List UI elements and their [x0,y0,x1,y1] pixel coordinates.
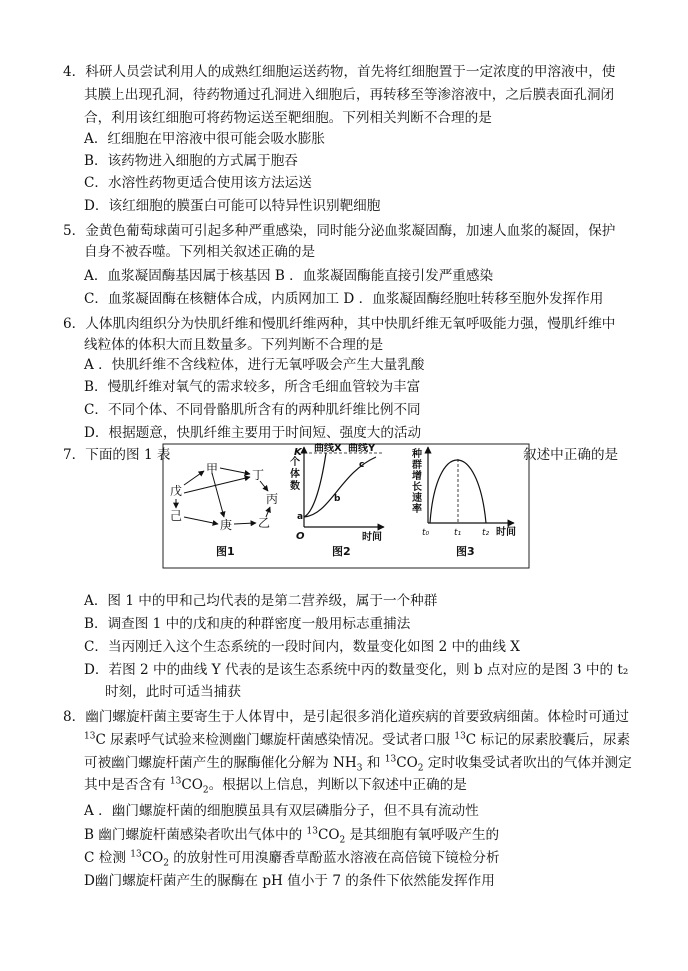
q4-stem-line3: 合，利用该红细胞可将药物运送至靶细胞。下列相关判断不合理的是 [84,110,492,126]
fig2-k-label: K [294,447,302,458]
q6-stem-line1: 6．人体肌肉组织分为快肌纤维和慢肌纤维两种，其中快肌纤维无氧呼吸能力强，慢肌纤维中 [63,316,616,332]
q6-option-d: D．根据题意，快肌纤维主要用于时间短、强度大的活动 [84,425,422,441]
fig3-ylabel-4: 长 [412,482,422,493]
fig2-curve-x-label: 曲线X [314,443,342,454]
fig3-t2: t₂ [482,528,490,538]
fig2-curve-y-label: 曲线Y [348,443,376,454]
figure-2-growth-curves [290,443,384,558]
q5-options-ab: A．血浆凝固酶基因属于核基因 B ．血浆凝固酶能直接引发严重感染 [84,268,494,284]
fig1-arrow-wu-jia [184,471,204,485]
fig2-ylabel-3: 数 [290,481,300,492]
fig1-arrow-geng-yi [234,523,256,524]
q5-stem-line2: 自身不被吞噬。下列相关叙述正确的是 [84,244,316,260]
fig1-node-bing: 丙 [266,492,279,506]
q8-option-c: C 检测 $^{13}CO_2$ 的放射性可用溴麝香草酚蓝水溶液在高倍镜下镜检分析 [84,849,500,869]
fig1-node-ding: 丁 [252,468,265,482]
fig3-ylabel-5: 速 [412,493,422,504]
fig3-t1: t₁ [454,528,462,538]
q4-option-d: D．该红细胞的膜蛋白可能可以特异性识别靶细胞 [84,198,381,214]
q4-option-b: B．该药物进入细胞的方式属于胞吞 [84,153,298,169]
q8-option-a: A ．幽门螺旋杆菌的细胞膜虽具有双层磷脂分子，但不具有流动性 [84,803,479,819]
fig1-arrow-jia-geng [212,473,224,517]
q8-stem-line3: 可被幽门螺旋杆菌产生的脲酶催化分解为 $NH_3$ 和 $^{13}CO_2$ 定时收集受试者吹出的气体并测定 [84,754,632,774]
q8-stem-line2: $^{13}$C 尿素呼气试验来检测幽门螺旋杆菌感染情况。受试者口服 $^{13}$C 标记的尿素胶囊后，尿素 [84,731,631,748]
fig1-arrow-jia-ding [220,468,250,474]
q6-option-c: C．不同个体、不同骨骼肌所含有的两种肌纤维比例不同 [84,402,421,418]
figure-3-growth-rate [411,447,516,558]
q7-option-d-line1: D．若图 2 中的曲线 Y 代表的是该生态系统中丙的数量变化，则 b 点对应的是图 3 中的 t₂ [84,662,629,678]
fig3-xlabel: 时间 [496,527,516,538]
fig1-arrow-ji-geng [184,517,218,524]
q4-option-c: C．水溶性药物更适合使用该方法运送 [84,175,312,191]
q4-option-a: A．红细胞在甲溶液中很可能会吸水膨胀 [84,131,325,147]
q7-stem-left: 7．下面的图 1 表 [63,447,171,463]
fig1-node-geng: 庚 [220,518,233,532]
fig2-caption: 图2 [332,545,351,558]
fig2-xlabel: 时间 [362,532,382,543]
fig2-point-c: c [359,460,365,470]
fig1-node-yi: 乙 [258,516,271,530]
fig2-point-b: b [334,494,341,504]
q8-stem-line1: 8．幽门螺旋杆菌主要寄生于人体胃中，是引起很多消化道疾病的首要致病细菌。体检时可通过 [63,709,629,725]
q4-stem-line2: 其膜上出现孔洞，待药物通过孔洞进入细胞后，再转移至等渗溶液中，之后膜表面孔洞闭 [84,87,615,103]
q8-stem-line4: 其中是否含有 $^{13}CO_2$。根据以上信息，判断以下叙述中正确的是 [84,776,467,796]
q7-option-b: B．调查图 1 中的戊和庚的种群密度一般用标志重捕法 [84,616,411,632]
q7-option-c: C．当丙刚迁入这个生态系统的一段时间内，数量变化如图 2 中的曲线 X [84,639,520,655]
fig1-node-jia: 甲 [206,462,219,476]
q7-figures [162,443,530,569]
fig3-ylabel-2: 群 [412,460,422,471]
q6-option-a: A ．快肌纤维不含线粒体，进行无氧呼吸会产生大量乳酸 [84,357,425,373]
fig1-arrow-ding-bing [260,481,268,491]
q5-options-cd: C．血浆凝固酶在核糖体合成，内质网加工 D ．血浆凝固酶经胞吐转移至胞外发挥作用 [84,291,604,307]
fig2-curve-y [304,457,376,517]
fig1-node-wu: 戊 [170,484,183,498]
fig1-caption: 图1 [216,545,235,558]
figure-1-food-web [170,462,278,558]
fig3-t0: t₀ [422,528,430,538]
q4-stem-line1: 4．科研人员尝试利用人的成熟红细胞运送药物，首先将红细胞置于一定浓度的甲溶液中，使 [63,64,616,80]
q8-option-d: D幽门螺旋杆菌产生的脲酶在 pH 值小于 7 的条件下依然能发挥作用 [84,873,495,889]
q6-stem-line2: 线粒体的体积大而且数量多。下列判断不合理的是 [84,337,384,353]
fig1-node-ji: 己 [170,509,183,523]
q5-stem-line1: 5．金黄色葡萄球菌可引起多种严重感染，同时能分泌血浆凝固酶，加速人血浆的凝固，保护 [63,223,616,239]
q8-option-b: B 幽门螺旋杆菌感染者吹出气体中的 $^{13}CO_2$ 是其细胞有氧呼吸产生的 [84,826,500,846]
q7-option-d-line2: 时刻，此时可适当捕获 [105,684,241,700]
q7-option-a: A．图 1 中的甲和己均代表的是第二营养级，属于一个种群 [84,593,438,609]
fig3-ylabel-1: 种 [412,449,422,460]
fig3-caption: 图3 [456,545,475,558]
fig3-ylabel-6: 率 [412,504,422,515]
fig2-point-a: a [297,512,304,522]
q6-option-b: B．慢肌纤维对氧气的需求较多，所含毛细血管较为丰富 [84,379,421,395]
fig3-ylabel-3: 增 [412,471,422,482]
fig2-ylabel-2: 体 [290,469,300,480]
q7-stem-right: 叙述中正确的是 [523,447,619,463]
fig2-ylabel-1: 个 [290,457,300,468]
fig2-origin: O [296,531,305,542]
